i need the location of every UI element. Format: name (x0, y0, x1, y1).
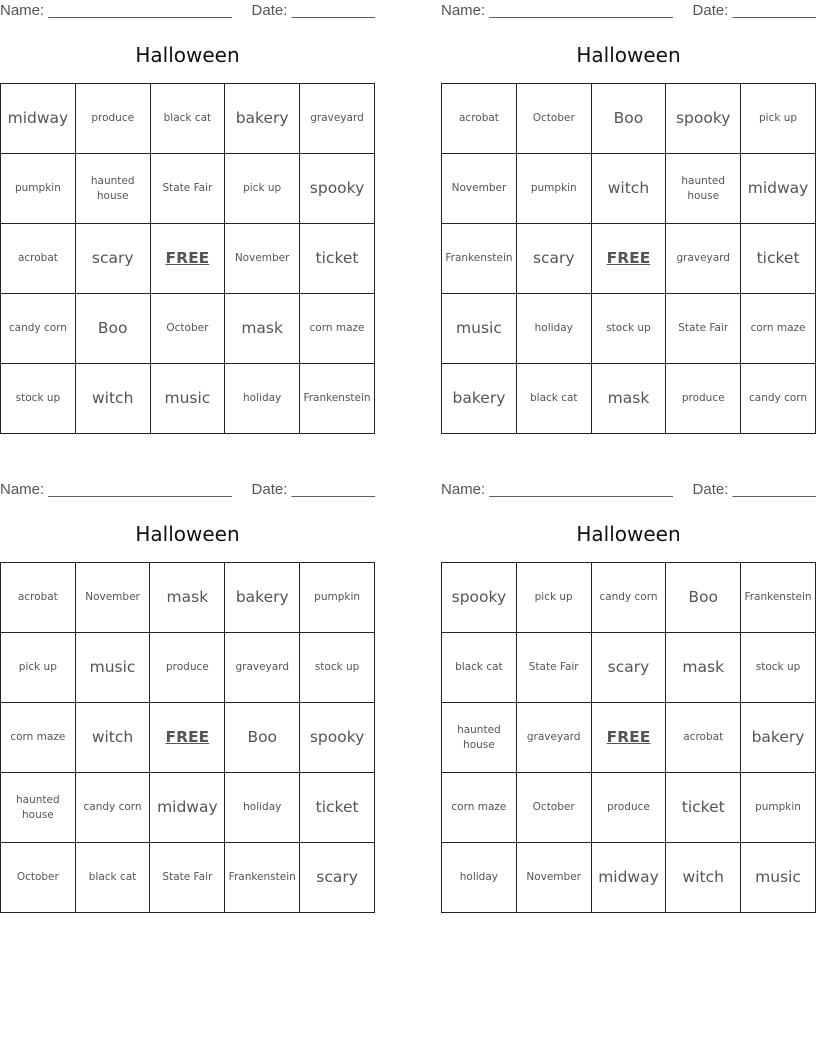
free-space: FREE (591, 224, 666, 294)
bingo-cell: corn maze (1, 703, 76, 773)
bingo-cell: pick up (225, 154, 300, 224)
date-field: Date: __________ (692, 481, 816, 498)
bingo-cell: November (75, 563, 150, 633)
bingo-cell: acrobat (442, 84, 517, 154)
bingo-cell: State Fair (150, 154, 225, 224)
bingo-cell: witch (591, 154, 666, 224)
bingo-cell: stock up (1, 364, 76, 434)
bingo-cell: graveyard (516, 703, 591, 773)
bingo-cell: spooky (300, 154, 375, 224)
bingo-cell: pumpkin (741, 773, 816, 843)
grid-row (442, 294, 816, 364)
bingo-cell: State Fair (516, 633, 591, 703)
bingo-cell: pick up (741, 84, 816, 154)
bingo-cell: acrobat (1, 563, 76, 633)
bingo-cell: scary (300, 843, 375, 913)
bingo-cell: midway (150, 773, 225, 843)
bingo-cell: pick up (1, 633, 76, 703)
bingo-grid (0, 83, 375, 434)
bingo-cell: bakery (741, 703, 816, 773)
bingo-cell: spooky (300, 703, 375, 773)
grid-row (442, 224, 816, 294)
card-title: Halloween (576, 43, 681, 67)
bingo-cell: pumpkin (516, 154, 591, 224)
bingo-cell: black cat (150, 84, 225, 154)
grid-row (1, 364, 375, 434)
bingo-cell: acrobat (666, 703, 741, 773)
grid-row (442, 84, 816, 154)
bingo-cell: midway (591, 843, 666, 913)
bingo-cell: witch (75, 703, 150, 773)
bingo-cell: October (516, 84, 591, 154)
bingo-cell: acrobat (1, 224, 76, 294)
bingo-cell: produce (150, 633, 225, 703)
bingo-cell: Boo (666, 563, 741, 633)
bingo-cell: black cat (75, 843, 150, 913)
bingo-cell: stock up (741, 633, 816, 703)
bingo-cell: corn maze (300, 294, 375, 364)
bingo-cell: candy corn (741, 364, 816, 434)
bingo-cell: midway (1, 84, 76, 154)
bingo-cell: graveyard (225, 633, 300, 703)
bingo-cell: graveyard (300, 84, 375, 154)
bingo-cell: Frankenstein (442, 224, 517, 294)
grid-row (442, 364, 816, 434)
bingo-cell: music (741, 843, 816, 913)
bingo-cell: ticket (741, 224, 816, 294)
grid-row (1, 224, 375, 294)
bingo-cell: spooky (666, 84, 741, 154)
bingo-cell: music (75, 633, 150, 703)
bingo-cell: holiday (516, 294, 591, 364)
bingo-cell: pumpkin (1, 154, 76, 224)
bingo-cell: candy corn (591, 563, 666, 633)
bingo-cell: bakery (442, 364, 517, 434)
bingo-cell: Boo (75, 294, 150, 364)
bingo-cell: bakery (225, 563, 300, 633)
bingo-cell: black cat (442, 633, 517, 703)
bingo-cell: holiday (442, 843, 517, 913)
bingo-cell: October (1, 843, 76, 913)
card-header (0, 0, 375, 22)
grid-row (442, 703, 816, 773)
bingo-grid (0, 562, 375, 913)
date-field: Date: __________ (251, 2, 375, 19)
bingo-cell: Frankenstein (741, 563, 816, 633)
grid-row (1, 84, 375, 154)
bingo-cell: October (150, 294, 225, 364)
bingo-cell: Boo (591, 84, 666, 154)
bingo-card (0, 479, 375, 886)
bingo-cell: November (516, 843, 591, 913)
bingo-card (441, 0, 816, 407)
bingo-cell: holiday (225, 773, 300, 843)
bingo-cell: Frankenstein (225, 843, 300, 913)
bingo-cell: scary (591, 633, 666, 703)
free-space: FREE (150, 703, 225, 773)
grid-row (1, 773, 375, 843)
bingo-cell: mask (150, 563, 225, 633)
bingo-cell: stock up (591, 294, 666, 364)
bingo-cell: music (442, 294, 517, 364)
bingo-cell: produce (666, 364, 741, 434)
bingo-cell: candy corn (75, 773, 150, 843)
bingo-cell: produce (75, 84, 150, 154)
grid-row (1, 703, 375, 773)
bingo-cell: ticket (666, 773, 741, 843)
bingo-cell: witch (75, 364, 150, 434)
bingo-cell: music (150, 364, 225, 434)
card-title: Halloween (576, 522, 681, 546)
grid-row (442, 633, 816, 703)
bingo-cell: Boo (225, 703, 300, 773)
bingo-cell: produce (591, 773, 666, 843)
name-field: Name: ______________________ (0, 481, 232, 498)
bingo-grid (441, 83, 816, 434)
bingo-cell: November (442, 154, 517, 224)
name-field: Name: ______________________ (0, 2, 232, 19)
card-header (0, 479, 375, 501)
bingo-cell: State Fair (150, 843, 225, 913)
bingo-cell: black cat (516, 364, 591, 434)
grid-row (442, 154, 816, 224)
bingo-cell: haunted house (75, 154, 150, 224)
free-space: FREE (150, 224, 225, 294)
bingo-cell: Frankenstein (300, 364, 375, 434)
bingo-cell: graveyard (666, 224, 741, 294)
bingo-cell: November (225, 224, 300, 294)
date-field: Date: __________ (692, 2, 816, 19)
grid-row (1, 633, 375, 703)
bingo-cell: mask (225, 294, 300, 364)
bingo-cell: haunted house (666, 154, 741, 224)
bingo-cell: midway (741, 154, 816, 224)
bingo-cell: scary (75, 224, 150, 294)
bingo-cell: mask (591, 364, 666, 434)
bingo-cell: pick up (516, 563, 591, 633)
card-title: Halloween (135, 522, 240, 546)
bingo-cell: corn maze (741, 294, 816, 364)
bingo-cell: spooky (442, 563, 517, 633)
card-header (441, 0, 816, 22)
bingo-cell: State Fair (666, 294, 741, 364)
bingo-cell: corn maze (442, 773, 517, 843)
name-field: Name: ______________________ (441, 2, 673, 19)
name-field: Name: ______________________ (441, 481, 673, 498)
bingo-cell: ticket (300, 224, 375, 294)
grid-row (442, 563, 816, 633)
bingo-cell: scary (516, 224, 591, 294)
bingo-cell: stock up (300, 633, 375, 703)
grid-row (1, 843, 375, 913)
bingo-cell: holiday (225, 364, 300, 434)
bingo-cell: pumpkin (300, 563, 375, 633)
date-field: Date: __________ (251, 481, 375, 498)
grid-row (442, 843, 816, 913)
bingo-cell: haunted house (1, 773, 76, 843)
card-header (441, 479, 816, 501)
grid-row (1, 154, 375, 224)
bingo-cell: candy corn (1, 294, 76, 364)
bingo-cell: haunted house (442, 703, 517, 773)
card-title: Halloween (135, 43, 240, 67)
grid-row (442, 773, 816, 843)
grid-row (1, 294, 375, 364)
bingo-card (0, 0, 375, 407)
bingo-cell: ticket (300, 773, 375, 843)
grid-row (1, 563, 375, 633)
bingo-grid (441, 562, 816, 913)
free-space: FREE (591, 703, 666, 773)
bingo-cell: bakery (225, 84, 300, 154)
bingo-cell: witch (666, 843, 741, 913)
bingo-card (441, 479, 816, 886)
bingo-cell: October (516, 773, 591, 843)
bingo-cell: mask (666, 633, 741, 703)
